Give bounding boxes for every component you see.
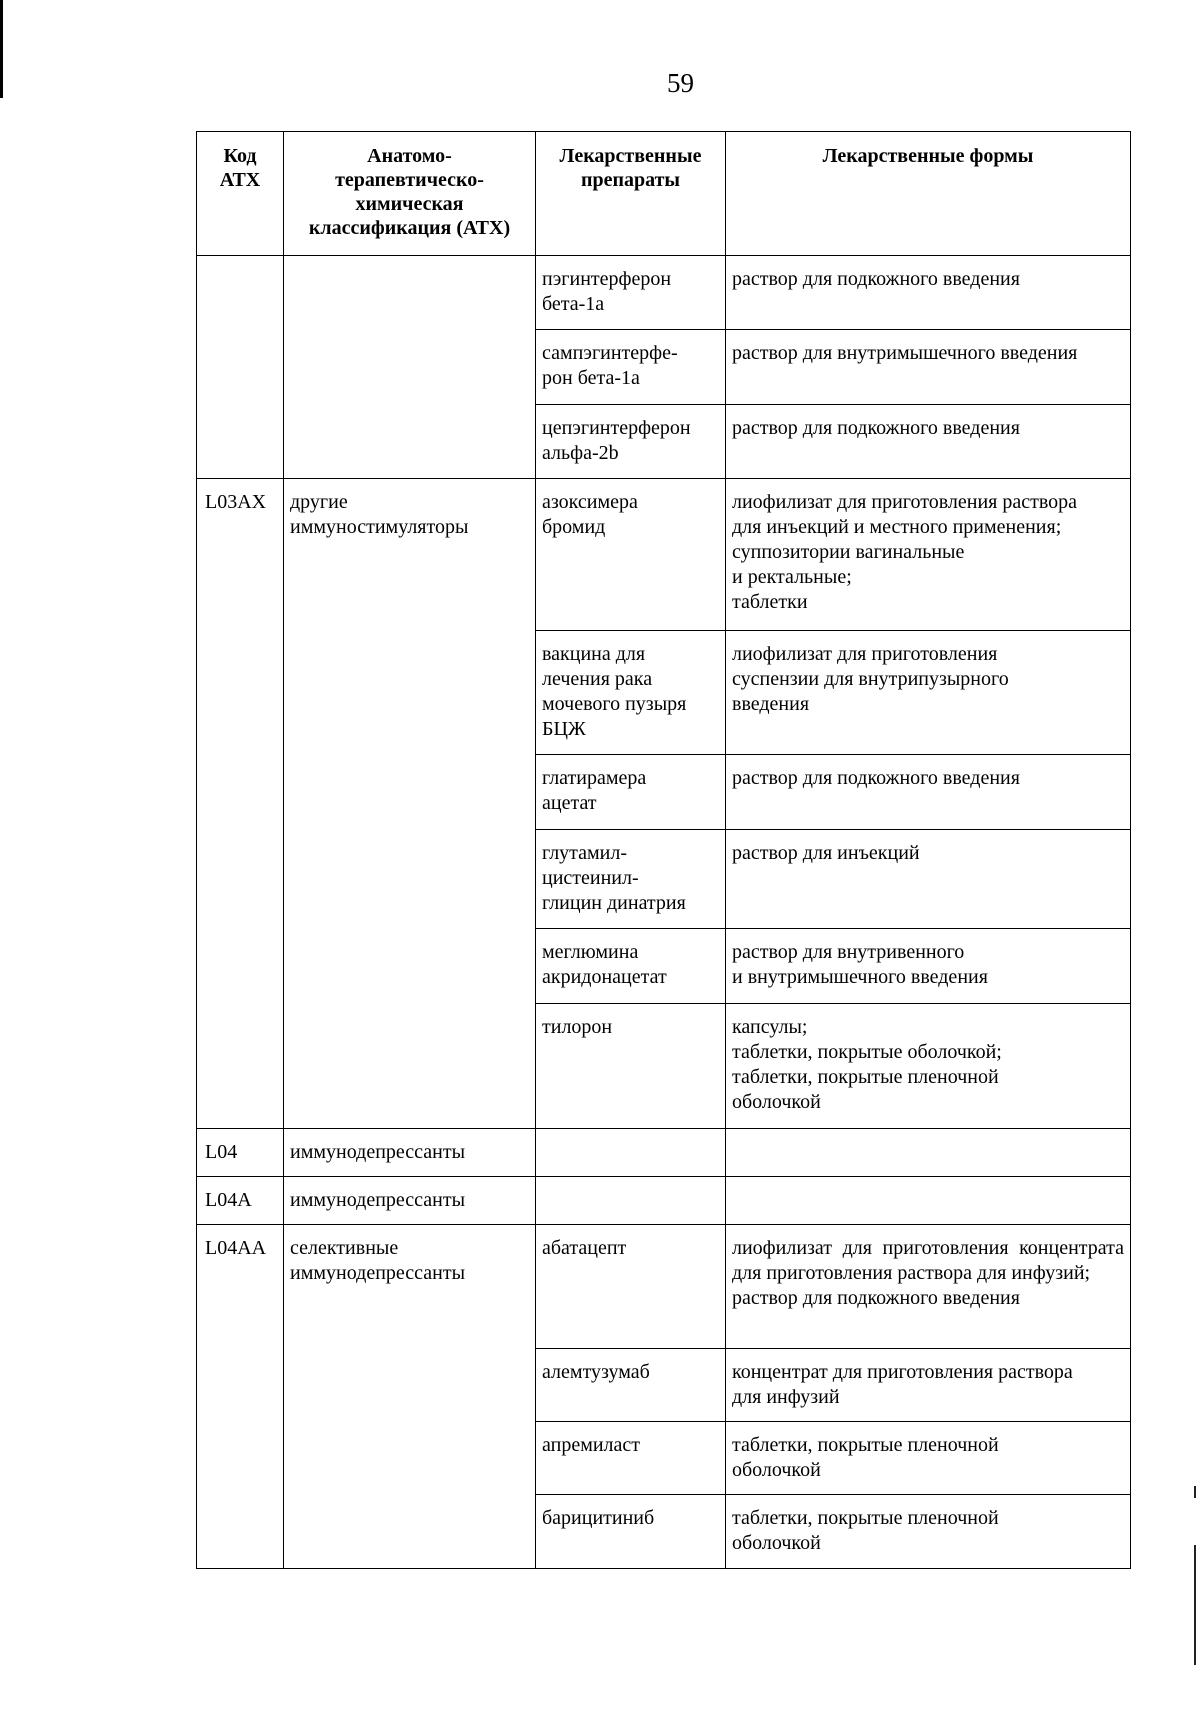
forms-cell: раствор для подкожного введения [726, 256, 1131, 330]
drug-cell: тилорон [536, 1004, 726, 1129]
forms-cell: концентрат для приготовления раствора для инфузий [726, 1349, 1131, 1422]
forms-cell: раствор для подкожного введения [726, 405, 1131, 479]
forms-cell: раствор для инъекций [726, 830, 1131, 929]
drug-cell: барицитиниб [536, 1495, 726, 1569]
table-row [197, 1225, 1131, 1349]
atc-name-cell: иммунодепрессанты [284, 1177, 536, 1225]
atc-name-cell: селективные иммунодепрессанты [284, 1225, 536, 1569]
table-row [197, 1177, 1131, 1225]
forms-cell [726, 1129, 1131, 1177]
atc-name-cell: иммунодепрессанты [284, 1129, 536, 1177]
atc-code-cell: L04A [197, 1177, 284, 1225]
table-row [197, 1129, 1131, 1177]
drug-cell: вакцина для лечения рака мочевого пузыря БЦЖ [536, 631, 726, 755]
atc-code-cell: L03AX [197, 479, 284, 1129]
atc-code-cell: L04AA [197, 1225, 284, 1569]
scan-edge-mark [1194, 1486, 1196, 1498]
drug-cell: абатацепт [536, 1225, 726, 1349]
drug-cell: апремиласт [536, 1422, 726, 1495]
atc-name-cell: другие иммуностимуляторы [284, 479, 536, 1129]
atc-code-cell: L04 [197, 1129, 284, 1177]
drug-cell: пэгинтерферон бета-1а [536, 256, 726, 330]
drug-cell: алемтузумаб [536, 1349, 726, 1422]
forms-cell: раствор для внутривенного и внутримышечного введения [726, 929, 1131, 1004]
header-classification: Анатомо- терапевтическо- химическая классификация (АТХ) [284, 132, 536, 256]
drug-cell [536, 1177, 726, 1225]
forms-cell: таблетки, покрытые пленочной оболочкой [726, 1495, 1131, 1569]
drug-cell [536, 1129, 726, 1177]
forms-cell: таблетки, покрытые пленочной оболочкой [726, 1422, 1131, 1495]
drug-cell: глутамил- цистеинил- глицин динатрия [536, 830, 726, 929]
forms-cell: лиофилизат для приготовления концентрата для приготовления раствора для инфузий; раствор для подкожного введения [726, 1225, 1131, 1349]
drug-cell: глатирамера ацетат [536, 755, 726, 830]
atc-table [196, 131, 1131, 1569]
atc-code-cell [197, 256, 284, 479]
forms-cell: лиофилизат для приготовления суспензии для внутрипузырного введения [726, 631, 1131, 755]
atc-name-cell [284, 256, 536, 479]
header-code: Код АТХ [197, 132, 284, 256]
page-number: 59 [667, 68, 694, 98]
forms-cell: лиофилизат для приготовления раствора для инъекций и местного применения; суппозитории вагинальные и ректальные; таблетки [726, 479, 1131, 631]
drug-cell: азоксимера бромид [536, 479, 726, 631]
drug-cell: меглюмина акридонацетат [536, 929, 726, 1004]
table-header-row [197, 132, 1131, 256]
forms-cell: раствор для подкожного введения [726, 755, 1131, 830]
table-row [197, 256, 1131, 330]
header-drugs: Лекарственные препараты [536, 132, 726, 256]
header-forms: Лекарственные формы [726, 132, 1131, 256]
scan-edge-mark [1194, 1545, 1196, 1665]
forms-cell: раствор для внутримышечного введения [726, 330, 1131, 405]
table-row [197, 479, 1131, 631]
forms-cell [726, 1177, 1131, 1225]
drug-cell: сампэгинтерфе- рон бета-1а [536, 330, 726, 405]
drug-cell: цепэгинтерферон альфа-2b [536, 405, 726, 479]
forms-cell: капсулы; таблетки, покрытые оболочкой; таблетки, покрытые пленочной оболочкой [726, 1004, 1131, 1129]
